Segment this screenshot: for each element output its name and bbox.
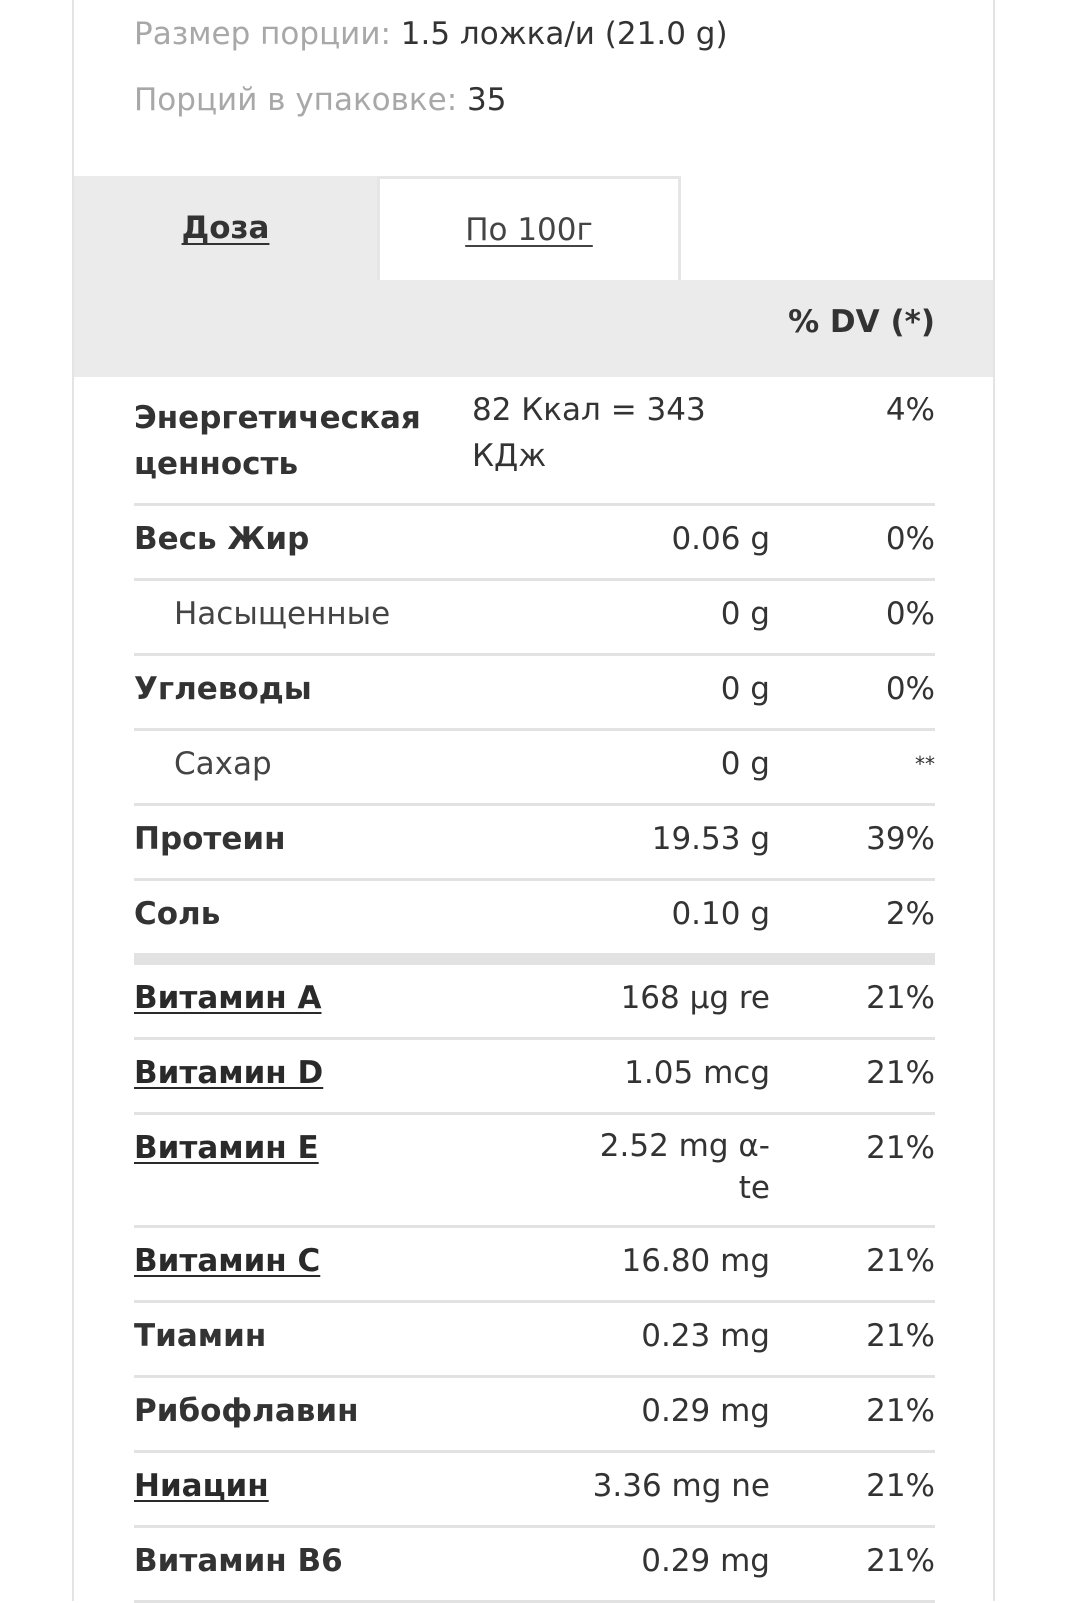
nutrient-dv: 21%: [770, 1227, 935, 1302]
vitamin-a-link[interactable]: Витамин A: [134, 980, 322, 1016]
nutrient-name-cell: [134, 1227, 464, 1302]
nutrient-name: Весь Жир: [134, 505, 464, 580]
nutrient-amount: 0.29 mg: [464, 1377, 770, 1452]
nutrient-amount: 1.05 mcg: [464, 1039, 770, 1114]
table-row: [134, 880, 935, 960]
nutrient-name: Тиамин: [134, 1302, 464, 1377]
nutrient-name: Рибофлавин: [134, 1377, 464, 1452]
nutrient-name-cell: [134, 1114, 464, 1227]
nutrient-amount: 0 g: [464, 580, 770, 655]
nutrient-dv: 39%: [770, 805, 935, 880]
serving-size-label: Размер порции:: [134, 16, 391, 52]
vitamin-e-link[interactable]: Витамин E: [134, 1130, 319, 1166]
nutrient-name-cell: [134, 959, 464, 1039]
nutrient-dv: 21%: [770, 1527, 935, 1602]
table-row: [134, 1377, 935, 1452]
table-row: [134, 505, 935, 580]
nutrient-name-cell: [134, 1452, 464, 1527]
nutrient-dv: **: [770, 730, 935, 805]
serving-size-value: 1.5 ложка/и (21.0 g): [400, 16, 728, 52]
table-row: [134, 1227, 935, 1302]
nutrient-amount: 0.29 mg: [464, 1527, 770, 1602]
nutrient-name: Насыщенные: [134, 580, 464, 655]
tab-dose[interactable]: Доза: [74, 176, 377, 280]
servings-value: 35: [467, 82, 507, 118]
nutrient-amount: 0 g: [464, 655, 770, 730]
nutrient-dv: 2%: [770, 880, 935, 960]
nutrient-dv: 21%: [770, 1114, 935, 1227]
niacin-link[interactable]: Ниацин: [134, 1468, 269, 1504]
table-row: [134, 655, 935, 730]
nutrient-amount: 16.80 mg: [464, 1227, 770, 1302]
dv-column-header: % DV (*): [788, 304, 935, 340]
nutrient-dv: 4%: [770, 385, 935, 505]
table-row: [134, 385, 935, 505]
table-row: [134, 805, 935, 880]
serving-size: [134, 14, 728, 54]
nutrient-dv: 0%: [770, 655, 935, 730]
table-row: [134, 1302, 935, 1377]
nutrient-amount: 0.23 mg: [464, 1302, 770, 1377]
nutrient-dv: 21%: [770, 1377, 935, 1452]
nutrient-amount: 0.06 g: [464, 505, 770, 580]
vitamin-d-link[interactable]: Витамин D: [134, 1055, 324, 1091]
nutrient-dv: 21%: [770, 1302, 935, 1377]
nutrient-name: Сахар: [134, 730, 464, 805]
nutrient-dv: 21%: [770, 1452, 935, 1527]
table-row: [134, 1039, 935, 1114]
nutrient-dv: 21%: [770, 959, 935, 1039]
nutrient-amount: 0.10 g: [464, 880, 770, 960]
nutrient-amount: 82 Ккал = 343 КДж: [464, 385, 770, 505]
table-row: [134, 580, 935, 655]
tab-per-100g[interactable]: По 100г: [377, 176, 681, 280]
nutrient-name: Соль: [134, 880, 464, 960]
servings-per-container: [134, 80, 506, 120]
vitamin-c-link[interactable]: Витамин C: [134, 1243, 321, 1279]
nutrient-dv: 21%: [770, 1039, 935, 1114]
table-row: [134, 730, 935, 805]
nutrient-amount: 3.36 mg ne: [464, 1452, 770, 1527]
nutrient-name: Углеводы: [134, 655, 464, 730]
nutrient-name: Протеин: [134, 805, 464, 880]
table-row: [134, 1527, 935, 1602]
nutrient-name: Энергетическая ценность: [134, 385, 464, 505]
table-row: [134, 1114, 935, 1227]
nutrient-amount: 0 g: [464, 730, 770, 805]
nutrient-name: Витамин B6: [134, 1527, 464, 1602]
servings-label: Порций в упаковке:: [134, 82, 458, 118]
nutrient-amount: 19.53 g: [464, 805, 770, 880]
table-row: [134, 959, 935, 1039]
nutrient-dv: 0%: [770, 505, 935, 580]
nutrient-amount: 2.52 mg α-te: [464, 1114, 770, 1227]
nutrient-dv: 0%: [770, 580, 935, 655]
nutrient-name-cell: [134, 1039, 464, 1114]
table-row: [134, 1452, 935, 1527]
nutrition-table: [134, 385, 935, 1603]
nutrient-amount: 168 µg re: [464, 959, 770, 1039]
